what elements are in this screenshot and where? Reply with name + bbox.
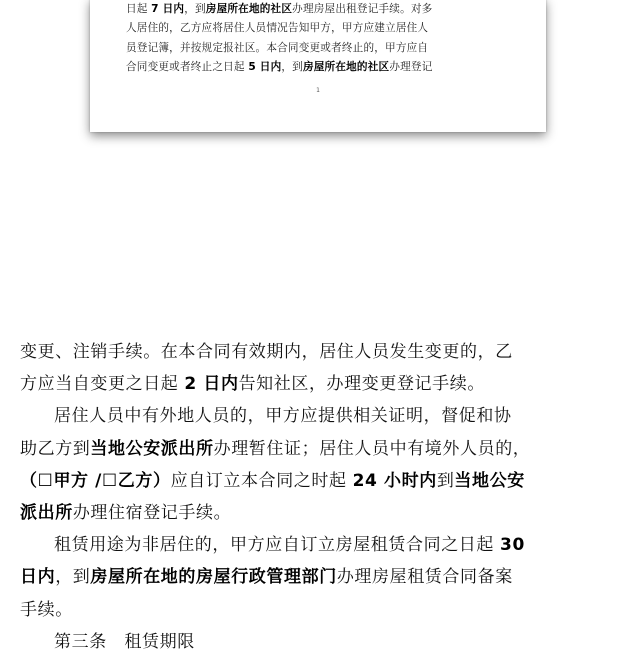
thumbnail-text [126,0,514,78]
body-line [20,561,540,593]
text-run: 办理暂住证；居住人员中有境外人员的， [213,438,531,459]
text-run: 第三条 租赁期限 [54,631,195,652]
bold-text: 2 日内 [184,374,239,395]
body-line [20,594,540,626]
body-line [20,465,540,497]
text-run: 变更、注销手续。在本合同有效期内，居住人员发生变更的，乙 [20,342,513,362]
thumbnail-bold-text: 5 日内 [248,61,282,74]
thumbnail-text-run: 人居住的，乙方应将居住人员情况告知甲方，甲方应建立居住人 [126,22,429,35]
text-run: 告知社区，办理变更登记手续。 [238,374,485,395]
text-run: 手续。 [20,599,73,620]
text-run: ，到 [55,567,91,588]
text-run: 到 [436,470,455,491]
thumbnail-bold-text: 房屋所在地的社区 [205,3,293,15]
text-run: 居住人员中有外地人员的，甲方应提供相关证明，督促和协 [54,406,512,427]
thumbnail-line [126,0,514,19]
thumbnail-text-run: 员登记簿，并按规定报社区。本合同变更或者终止的，甲方应自 [126,41,429,54]
thumbnail-bold-text: 房屋所在地的社区 [302,61,390,74]
thumbnail-text-run: 日起 [126,3,152,15]
body-line [20,368,540,400]
page-number: 1 [316,87,320,94]
document-body [20,336,540,658]
bold-text: 24 小时内 [352,470,437,491]
thumbnail-text-run: 合同变更或者终止之日起 [126,61,249,74]
text-run: 助乙方到 [20,438,91,459]
text-run: 方应当自变更之日起 [20,374,185,395]
page-thumbnail[interactable] [90,0,546,132]
bold-text: 30 [500,535,525,556]
body-line [20,336,540,368]
thumbnail-bold-text: 7 日内 [151,3,185,15]
thumbnail-text-run: 办理房屋出租登记手续。对多 [292,3,433,15]
text-run: 应自订立本合同之时起 [170,470,353,491]
bold-text: 日内 [20,567,56,588]
bold-text: （☐甲方 /☐乙方） [20,470,171,491]
text-run: 租赁用途为非居住的，甲方应自订立房屋租赁合同之日起 [54,535,501,556]
body-line [20,497,540,529]
bold-text: 派出所 [20,502,73,523]
thumbnail-line [126,58,514,77]
body-line [20,529,540,561]
thumbnail-text-run: ，到 [184,3,206,15]
bold-text: 当地公安派出所 [90,438,214,459]
thumbnail-text-run: ，到 [281,61,303,74]
text-run: 办理住宿登记手续。 [72,502,232,523]
thumbnail-line [126,39,514,58]
bold-text: 当地公安 [454,470,525,491]
bold-text: 房屋所在地的房屋行政管理部门 [90,567,337,588]
body-line [20,400,540,432]
body-line [20,626,540,658]
thumbnail-line [126,19,514,38]
text-run: 办理房屋租赁合同备案 [336,567,513,588]
body-line [20,433,540,465]
thumbnail-text-run: 办理登记 [389,61,433,74]
